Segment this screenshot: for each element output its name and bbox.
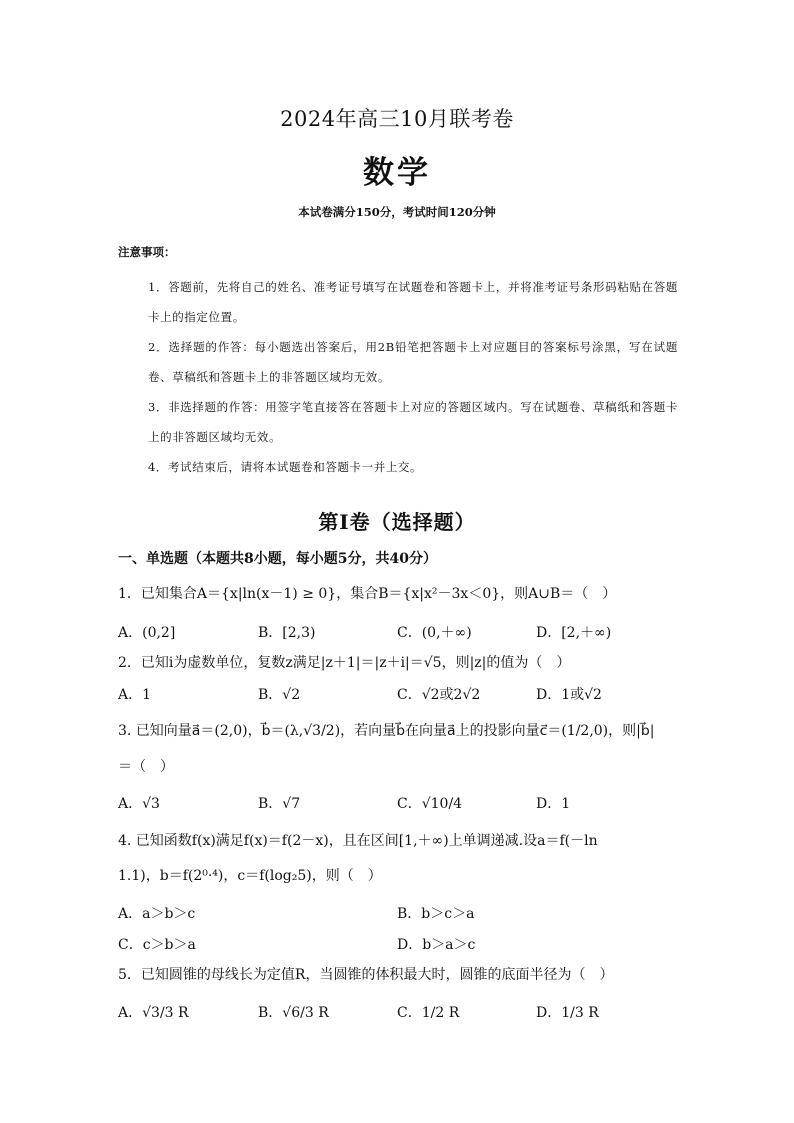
question-1-option-a: A．(0,2]: [118, 625, 176, 641]
notice-item-3: 3．非选择题的作答：用签字笔直接答在答题卡上对应的答题区域内。写在试题卷、草稿纸和答题卡上的非答题区域均无效。: [148, 400, 678, 444]
question-2-option-c: C．√2或2√2: [397, 687, 481, 703]
question-4-stem-cont: 1.1)，b＝f(2⁰·⁴)，c＝f(log₂5)，则（ ）: [118, 868, 382, 884]
question-2-option-d: D．1或√2: [536, 687, 602, 703]
question-4-stem: 4. 已知函数f(x)满足f(x)＝f(2－x)，且在区间[1,＋∞)上单调递减.设a＝f(－ln: [118, 833, 598, 849]
exam-title: 2024年高三10月联考卷: [280, 107, 514, 131]
question-4-option-b: B．b＞c＞a: [397, 906, 475, 922]
question-5-option-c: C．1/2 R: [397, 1005, 460, 1021]
question-5-option-d: D．1/3 R: [536, 1005, 599, 1021]
exam-subject: 数学: [363, 155, 431, 191]
question-3-option-c: C．√10/4: [397, 796, 463, 812]
question-1-option-c: C．(0,＋∞): [397, 625, 472, 641]
question-3-option-d: D．1: [536, 796, 571, 812]
notice-title: 注意事项：: [118, 245, 176, 259]
exam-meta: 本试卷满分150分，考试时间120分钟: [298, 205, 496, 219]
section-title: 第Ⅰ卷（选择题）: [318, 510, 476, 534]
question-4-option-a: A．a＞b＞c: [118, 906, 196, 922]
question-4-option-c: C．c＞b＞a: [118, 937, 196, 953]
notice-item-4: 4．考试结束后，请将本试题卷和答题卡一并上交。: [148, 460, 423, 474]
question-4-option-d: D．b＞a＞c: [397, 937, 476, 953]
question-5-option-a: A．√3/3 R: [118, 1005, 189, 1021]
question-2-option-b: B．√2: [258, 687, 301, 703]
question-2-option-a: A．1: [118, 687, 152, 703]
question-3-option-b: B．√7: [258, 796, 301, 812]
question-3-stem-cont: ＝（ ）: [118, 759, 174, 775]
notice-item-1: 1．答题前，先将自己的姓名、准考证号填写在试题卷和答题卡上，并将准考证号条形码粘贴在答题卡上的指定位置。: [148, 280, 678, 324]
part-title: 一、单选题（本题共8小题，每小题5分，共40分）: [118, 551, 437, 567]
question-3-stem: 3. 已知向量a⃗＝(2,0)，b⃗＝(λ,√3/2)，若向量b⃗在向量a⃗上的投影向量c⃗＝(1/2,0)，则|b⃗|: [118, 723, 655, 739]
question-5-option-b: B．√6/3 R: [258, 1005, 329, 1021]
question-1-option-b: B．[2,3): [258, 625, 316, 641]
question-2-stem: 2．已知i为虚数单位，复数z满足|z＋1|＝|z＋i|＝√5，则|z|的值为（ ）: [118, 655, 571, 671]
question-1-stem: 1．已知集合A＝{x|ln(x－1) ≥ 0}，集合B＝{x|x²－3x＜0}，则A∪B＝（ ）: [118, 586, 617, 602]
notice-item-2: 2．选择题的作答：每小题选出答案后，用2B铅笔把答题卡上对应题目的答案标号涂黑，写在试题卷、草稿纸和答题卡上的非答题区域均无效。: [148, 340, 678, 384]
question-1-option-d: D．[2,＋∞): [536, 625, 612, 641]
question-5-stem: 5．已知圆锥的母线长为定值R，当圆锥的体积最大时，圆锥的底面半径为（ ）: [118, 967, 614, 983]
question-3-option-a: A．√3: [118, 796, 160, 812]
